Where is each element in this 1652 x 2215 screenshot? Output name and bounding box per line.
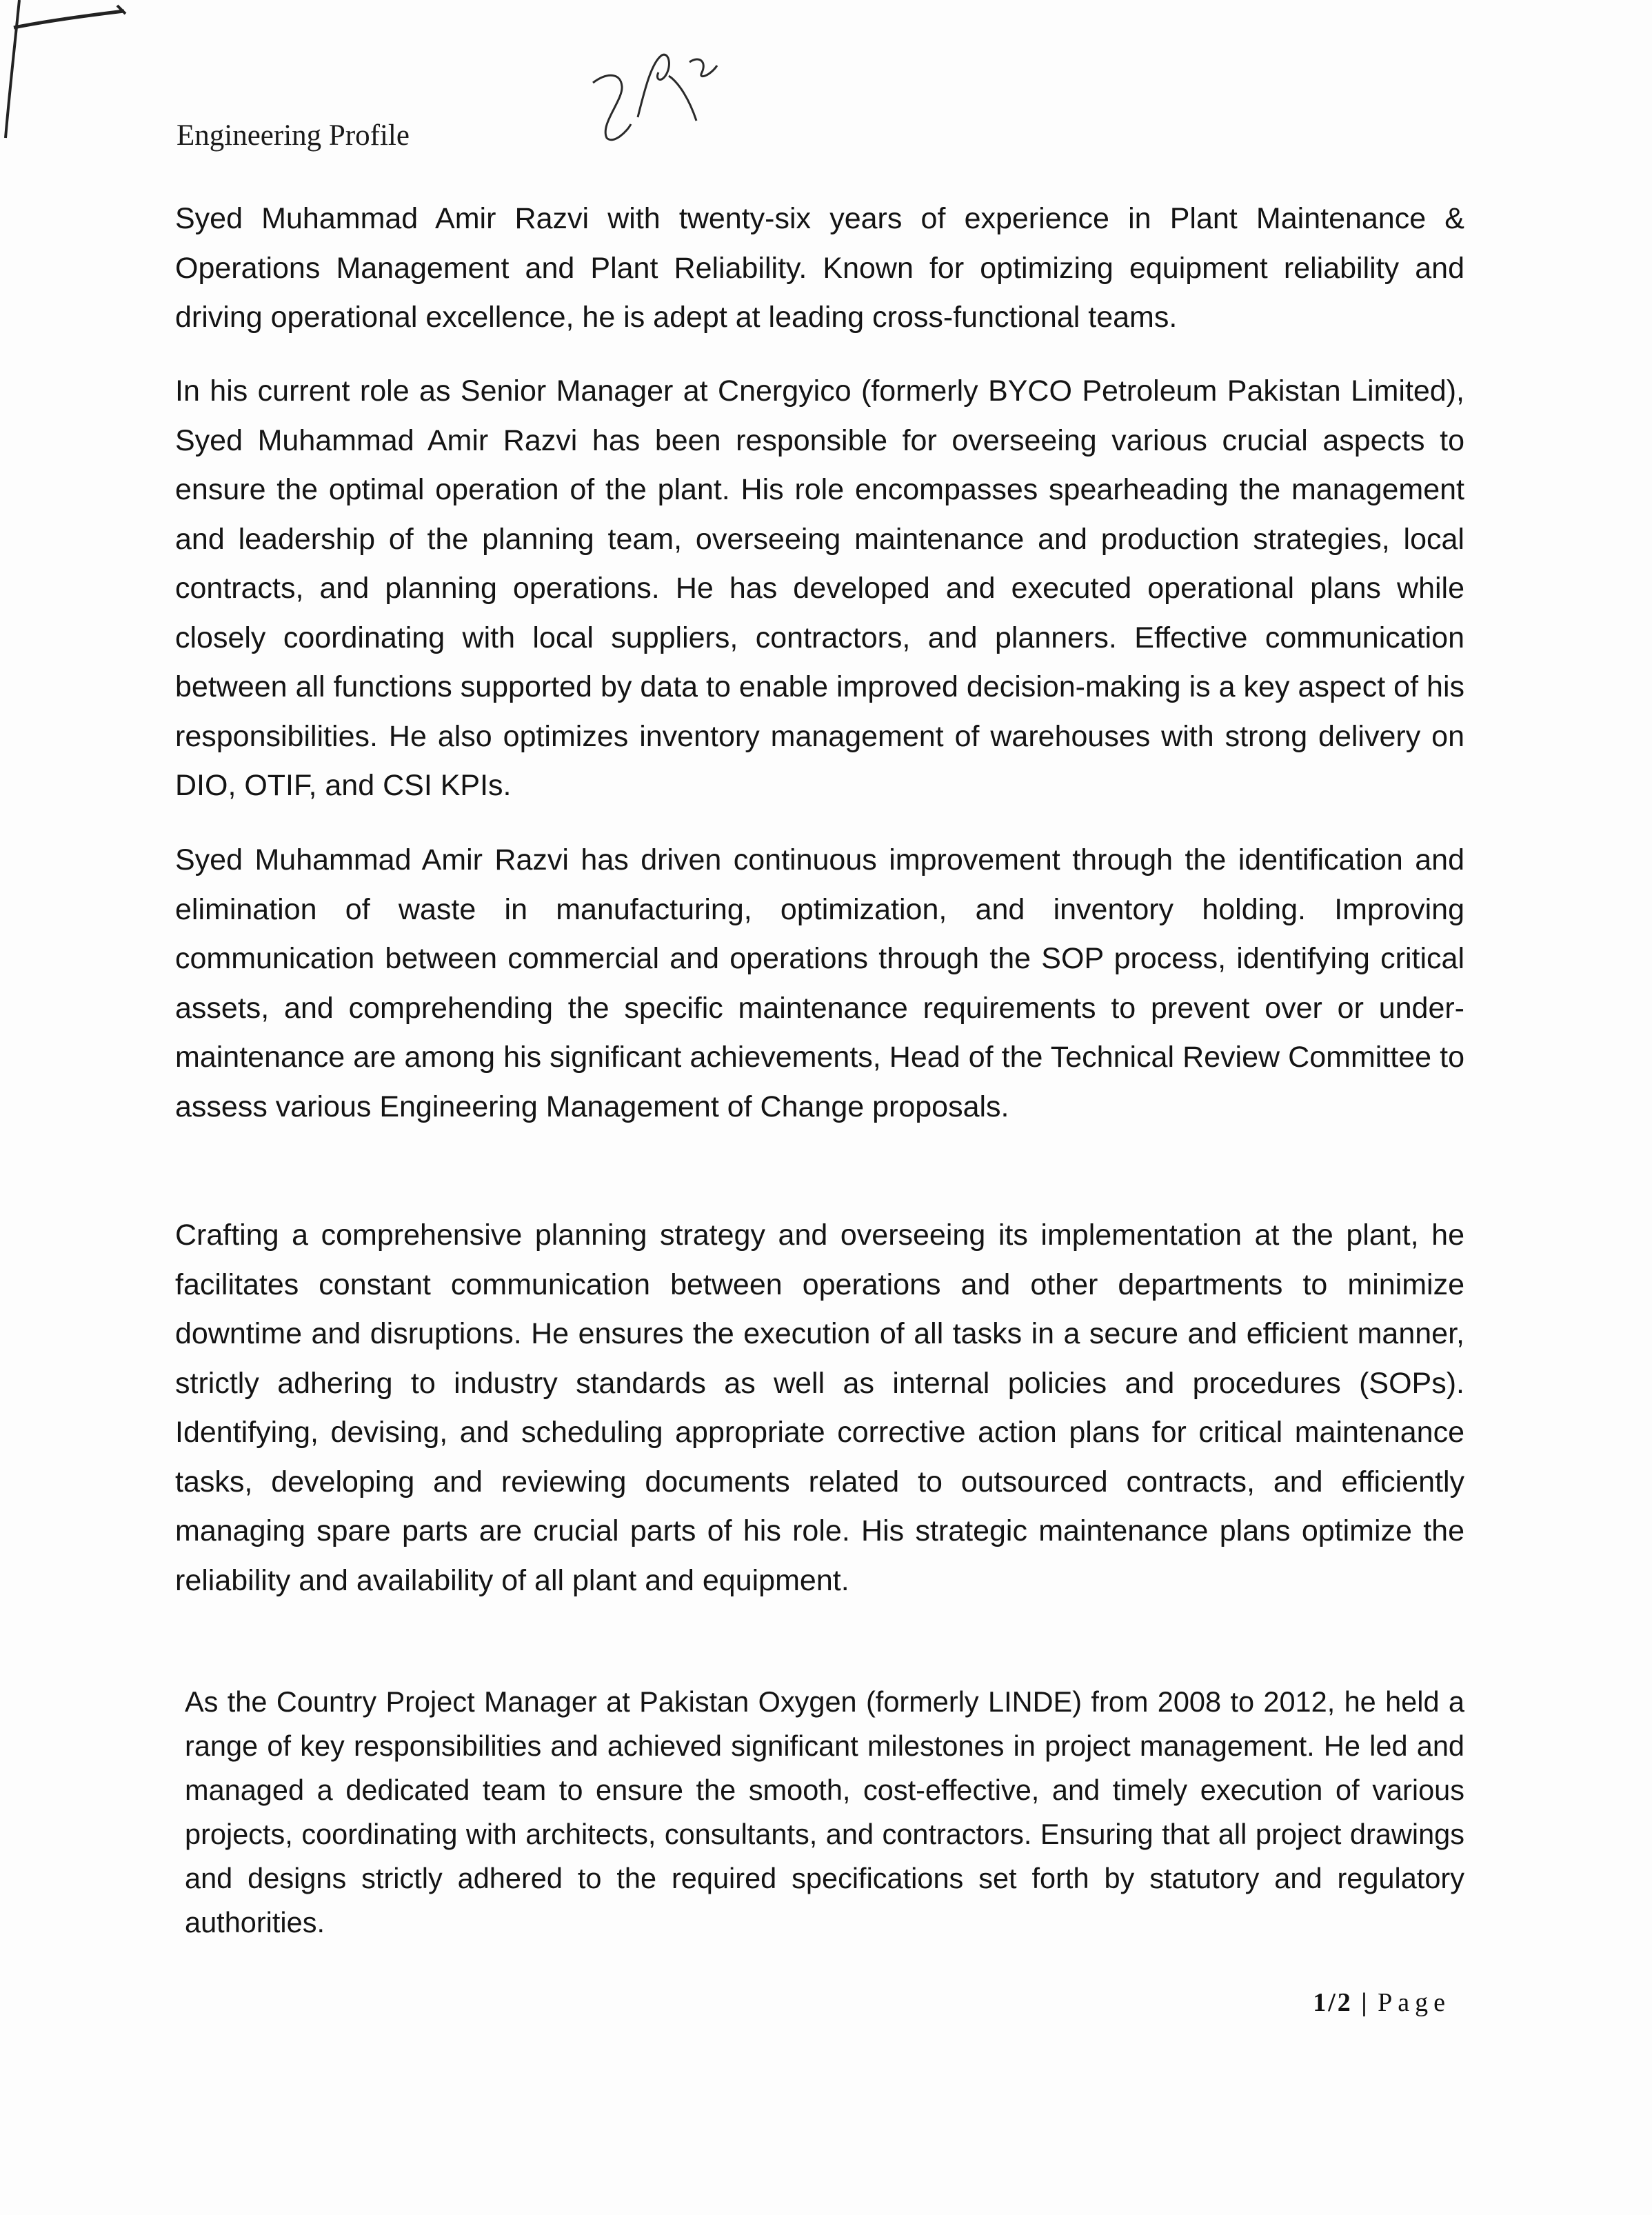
paragraph-country-project-manager: As the Country Project Manager at Pakistan Oxygen (formerly LINDE) from 2008 to 2012, he held a range of key responsibilities and achieved significant milestones in project management. He led and managed a dedicated team to ensure the smooth, cost-effective, and timely execution of various projects, coordinating with architects, consultants, and contractors. Ensuring that all project drawings and designs strictly adhered to the required specifications set forth by statutory and regulatory authorities. — [185, 1685, 1464, 1938]
page-number: 1/2 — [1313, 1988, 1353, 2017]
footer-separator: | — [1361, 1988, 1369, 2017]
handwritten-initials — [579, 34, 758, 152]
page-label: Page — [1378, 1988, 1451, 2017]
document-heading: Engineering Profile — [177, 119, 410, 152]
paragraph-current-role: In his current role as Senior Manager at Cnergyico (formerly BYCO Petroleum Pakistan Limited), Syed Muhammad Amir Razvi has been responsible for overseeing various crucial aspects to ensure the optimal operation of the plant. His role encompasses spearheading the management and leadership of the planning team, overseeing maintenance and production strategies, local contracts, and planning operations. He has developed and executed operational plans while closely coordinating with local suppliers, contractors, and planners. Effective communication between all functions supported by data to enable improved decision-making is a key aspect of his responsibilities. He also optimizes inventory management of warehouses with strong delivery on DIO, OTIF, and CSI KPIs. — [175, 374, 1464, 802]
paragraph-continuous-improvement: Syed Muhammad Amir Razvi has driven continuous improvement through the identification and elimination of waste in manufacturing, optimization, and inventory holding. Improving communication between commercial and operations through the SOP process, identifying critical assets, and comprehending the specific maintenance requirements to prevent over or under-maintenance are among his significant achievements, Head of the Technical Review Committee to assess various Engineering Management of Change proposals. — [175, 843, 1464, 1123]
paragraph-planning-strategy: Crafting a comprehensive planning strategy and overseeing its implementation at the plant, he facilitates constant communication between operations and other departments to minimize downtime and disruptions. He ensures the execution of all tasks in a secure and efficient manner, strictly adhering to industry standards as well as internal policies and procedures (SOPs). Identifying, devising, and scheduling appropriate corrective action plans for critical maintenance tasks, developing and reviewing documents related to outsourced contracts, and efficiently managing spare parts are crucial parts of his role. His strategic maintenance plans optimize the reliability and availability of all plant and equipment. — [175, 1219, 1464, 1597]
paragraph-summary: Syed Muhammad Amir Razvi with twenty-six years of experience in Plant Maintenance & Operations Management and Plant Reliability. Known for optimizing equipment reliability and driving operational excellence, he is adept at leading cross-functional teams. — [175, 202, 1464, 334]
page-footer — [1313, 1987, 1451, 2018]
corner-pen-mark — [0, 0, 138, 166]
